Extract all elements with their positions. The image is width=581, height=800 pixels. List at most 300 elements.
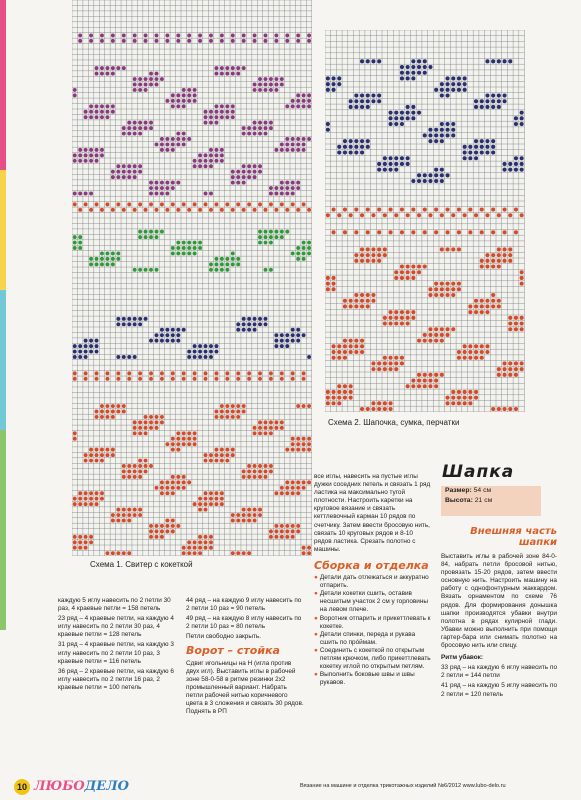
stitch-dot	[354, 293, 358, 297]
stitch-dot	[394, 156, 398, 160]
stitch-dot	[214, 72, 218, 76]
stitch-dot	[144, 459, 148, 463]
stitch-dot	[105, 453, 109, 457]
stitch-dot	[149, 77, 153, 81]
stitch-dot	[225, 415, 229, 419]
stitch-dot	[269, 192, 273, 196]
stitch-dot	[508, 316, 512, 320]
stitch-dot	[354, 350, 358, 354]
stitch-dot	[122, 175, 126, 179]
stitch-dot	[508, 361, 512, 365]
stitch-dot	[133, 164, 137, 168]
paragraph: каждую 5 иглу навесить по 2 петли 30 раз, 4 краевые петли = 158 петель	[58, 597, 171, 613]
stitch-dot	[280, 148, 284, 152]
stitch-dot	[434, 133, 438, 137]
stitch-dot	[474, 304, 478, 308]
stitch-dot	[171, 491, 175, 495]
stitch-dot	[144, 230, 148, 234]
stitch-dot	[138, 469, 142, 473]
stitch-dot	[296, 93, 300, 97]
stitch-dot	[193, 502, 197, 506]
stitch-dot	[225, 404, 229, 408]
stitch-dot	[209, 110, 213, 114]
stitch-dot	[127, 519, 131, 523]
stitch-dot	[247, 328, 251, 332]
stitch-dot	[491, 99, 495, 103]
stitch-dot	[491, 207, 495, 211]
stitch-dot	[182, 437, 186, 441]
stitch-dot	[220, 459, 224, 463]
bullet-icon: ●	[314, 590, 318, 598]
stitch-dot	[291, 437, 295, 441]
stitch-dot	[463, 344, 467, 348]
stitch-dot	[264, 132, 268, 136]
stitch-dot	[400, 264, 404, 268]
stitch-dot	[165, 99, 169, 103]
stitch-dot	[171, 529, 175, 533]
stitch-dot	[116, 508, 120, 512]
stitch-dot	[428, 65, 432, 69]
stitch-dot	[220, 491, 224, 495]
stitch-dot	[193, 442, 197, 446]
stitch-dot	[508, 162, 512, 166]
stitch-dot	[291, 529, 295, 533]
stitch-dot	[307, 99, 311, 103]
stitch-dot	[497, 373, 501, 377]
stitch-dot	[187, 540, 191, 544]
stitch-dot	[394, 116, 398, 120]
stitch-dot	[78, 159, 82, 163]
stitch-dot	[182, 99, 186, 103]
stitch-dot	[307, 448, 311, 452]
stitch-dot	[291, 535, 295, 539]
stitch-dot	[406, 156, 410, 160]
stitch-dot	[95, 491, 99, 495]
stitch-dot	[360, 99, 364, 103]
stitch-dot	[165, 333, 169, 337]
stitch-dot	[485, 304, 489, 308]
stitch-dot	[302, 99, 306, 103]
stitch-dot	[377, 253, 381, 257]
stitch-dot	[451, 390, 455, 394]
stitch-dot	[269, 426, 273, 430]
stitch-dot	[474, 99, 478, 103]
stitch-dot	[445, 401, 449, 405]
stitch-dot	[253, 132, 257, 136]
stitch-dot	[182, 142, 186, 146]
stitch-dot	[285, 181, 289, 185]
stitch-dot	[296, 442, 300, 446]
stitch-dot	[149, 235, 153, 239]
stitch-dot	[165, 181, 169, 185]
stitch-dot	[236, 322, 240, 326]
stitch-dot	[497, 247, 501, 251]
stitch-dot	[116, 322, 120, 326]
stitch-dot	[149, 121, 153, 125]
stitch-dot	[406, 162, 410, 166]
stitch-dot	[171, 137, 175, 141]
stitch-dot	[411, 316, 415, 320]
stitch-dot	[160, 142, 164, 146]
stitch-dot	[225, 104, 229, 108]
stitch-dot	[171, 377, 175, 381]
stitch-dot	[502, 247, 506, 251]
stitch-dot	[366, 105, 370, 109]
stitch-dot	[468, 396, 472, 400]
stitch-dot	[198, 497, 202, 501]
stitch-dot	[133, 426, 137, 430]
stitch-dot	[502, 230, 506, 234]
stitch-dot	[258, 170, 262, 174]
stitch-dot	[371, 99, 375, 103]
stitch-dot	[354, 145, 358, 149]
stitch-dot	[133, 88, 137, 92]
stitch-dot	[253, 170, 257, 174]
stitch-dot	[349, 145, 353, 149]
stitch-dot	[400, 76, 404, 80]
stitch-dot	[89, 148, 93, 152]
stitch-dot	[331, 356, 335, 360]
stitch-dot	[285, 33, 289, 37]
stitch-dot	[349, 150, 353, 154]
stitch-dot	[440, 82, 444, 86]
stitch-dot	[411, 310, 415, 314]
stitch-dot	[231, 415, 235, 419]
stitch-dot	[253, 39, 257, 43]
stitch-dot	[514, 122, 518, 126]
stitch-dot	[302, 377, 306, 381]
stitch-dot	[100, 39, 104, 43]
stitch-dot	[480, 207, 484, 211]
stitch-dot	[236, 513, 240, 517]
stitch-dot	[236, 404, 240, 408]
stitch-dot	[497, 93, 501, 97]
stitch-dot	[116, 377, 120, 381]
stitch-dot	[247, 508, 251, 512]
stitch-dot	[182, 431, 186, 435]
stitch-dot	[73, 377, 77, 381]
stitch-dot	[280, 420, 284, 424]
stitch-dot	[423, 71, 427, 75]
stitch-dot	[111, 170, 115, 174]
stitch-dot	[220, 502, 224, 506]
stitch-dot	[89, 39, 93, 43]
stitch-dot	[307, 404, 311, 408]
stitch-dot	[269, 235, 273, 239]
stitch-dot	[337, 401, 341, 405]
paragraph: все иглы, навесить на пустые иглы дужки соседних петель и связать 1 ряд ластика на максимально тугой плотности. Настроить каретки на круговое вязание и связать кеттлевочный карман 10 рядов по счетчику. Затем ввести бросовую нить, связать 10 круговых рядов и 8-10 рядов ластика. Срезать полотно с машины.	[314, 473, 431, 553]
stitch-dot	[122, 126, 126, 130]
stitch-dot	[73, 241, 77, 245]
stitch-dot	[445, 122, 449, 126]
stitch-dot	[307, 551, 311, 555]
stitch-dot	[149, 72, 153, 76]
stitch-dot	[383, 361, 387, 365]
stitch-dot	[198, 540, 202, 544]
stitch-dot	[84, 355, 88, 359]
stitch-dot	[468, 310, 472, 314]
stitch-dot	[296, 99, 300, 103]
stitch-dot	[520, 282, 524, 286]
stitch-dot	[377, 407, 381, 411]
stitch-dot	[105, 257, 109, 261]
stitch-dot	[463, 88, 467, 92]
stitch-dot	[400, 230, 404, 234]
stitch-dot	[468, 145, 472, 149]
stitch-dot	[264, 322, 268, 326]
stitch-dot	[242, 410, 246, 414]
stitch-dot	[187, 99, 191, 103]
paragraph: Выставить иглы в рабочей зоне 84-0-84, набрать петли бросовой нитью, провязать 15-20 рядов, затем ввести основную нить. Настроить машину на работу с однофонтурным жаккардом. Вязать орнаментом по схеме 76 рядов. Для формирования донышка шапки производятся убавки внутри полотна в рядах кулирной глади. Убавки можно выполнить при помощи гартер-бара или снимать полотно на бросовую нить или спицу.	[441, 553, 557, 650]
stitch-dot	[285, 333, 289, 337]
stitch-dot	[220, 453, 224, 457]
stitch-dot	[160, 333, 164, 337]
stitch-dot	[111, 513, 115, 517]
stitch-dot	[111, 66, 115, 70]
stitch-dot	[95, 415, 99, 419]
list-item: ● Соединить с кокеткой по открытым петлям крючком, либо прикеттлевать кокетку иглой по открытым петлям.	[314, 646, 431, 671]
stitch-dot	[209, 502, 213, 506]
stitch-dot	[291, 377, 295, 381]
stitch-dot	[214, 148, 218, 152]
stitch-dot	[280, 202, 284, 206]
stitch-dot	[171, 437, 175, 441]
stitch-dot	[209, 268, 213, 272]
stitch-dot	[247, 175, 251, 179]
stitch-dot	[343, 145, 347, 149]
stitch-dot	[138, 420, 142, 424]
stitch-dot	[204, 350, 208, 354]
stitch-dot	[326, 128, 330, 132]
stitch-dot	[155, 142, 159, 146]
stitch-dot	[463, 76, 467, 80]
stitch-dot	[242, 33, 246, 37]
stitch-dot	[95, 371, 99, 375]
stitch-dot	[307, 251, 311, 255]
stitch-dot	[198, 39, 202, 43]
stitch-dot	[508, 327, 512, 331]
stitch-dot	[302, 437, 306, 441]
stitch-dot	[78, 491, 82, 495]
stitch-dot	[417, 65, 421, 69]
stitch-dot	[428, 339, 432, 343]
stitch-dot	[122, 39, 126, 43]
stitch-dot	[84, 453, 88, 457]
stitch-dot	[269, 535, 273, 539]
stitch-dot	[176, 431, 180, 435]
stitch-dot	[520, 367, 524, 371]
bullet-icon: ●	[314, 671, 318, 679]
stitch-dot	[89, 104, 93, 108]
stitch-dot	[354, 339, 358, 343]
stitch-dot	[360, 339, 364, 343]
stitch-dot	[78, 33, 82, 37]
stitch-dot	[182, 93, 186, 97]
stitch-dot	[225, 66, 229, 70]
stitch-dot	[73, 344, 77, 348]
stitch-dot	[89, 497, 93, 501]
stitch-dot	[285, 142, 289, 146]
stitch-dot	[463, 350, 467, 354]
stitch-dot	[138, 230, 142, 234]
stitch-dot	[296, 328, 300, 332]
stitch-dot	[242, 513, 246, 517]
stitch-dot	[155, 77, 159, 81]
stitch-dot	[360, 253, 364, 257]
paragraph: 23 ряд – 4 краевые петли, на каждую 4 иглу навесить по 2 петли 30 раз, 4 краевые петли = 128 петель	[58, 615, 174, 639]
stitch-dot	[105, 104, 109, 108]
stitch-dot	[84, 110, 88, 114]
stitch-dot	[451, 327, 455, 331]
stitch-dot	[406, 116, 410, 120]
stitch-dot	[468, 350, 472, 354]
stitch-dot	[377, 367, 381, 371]
stitch-dot	[474, 350, 478, 354]
stitch-dot	[388, 361, 392, 365]
stitch-dot	[428, 133, 432, 137]
stitch-dot	[149, 426, 153, 430]
stitch-dot	[138, 459, 142, 463]
stitch-dot	[269, 420, 273, 424]
stitch-dot	[138, 426, 142, 430]
stitch-dot	[105, 371, 109, 375]
stitch-dot	[231, 104, 235, 108]
stitch-dot	[296, 437, 300, 441]
paragraph: 31 ряд – 4 краевые петли, на каждую 3 иглу навесить по 2 петли 10 раз, 3 краевые петли = 116 петель	[58, 641, 174, 665]
stitch-dot	[400, 316, 404, 320]
stitch-dot	[236, 519, 240, 523]
stitch-dot	[406, 76, 410, 80]
stitch-dot	[171, 202, 175, 206]
stitch-dot	[349, 344, 353, 348]
stitch-dot	[149, 339, 153, 343]
stitch-dot	[105, 448, 109, 452]
stitch-dot	[274, 208, 278, 212]
stitch-dot	[514, 207, 518, 211]
stitch-dot	[388, 111, 392, 115]
stitch-dot	[171, 475, 175, 479]
stitch-dot	[411, 207, 415, 211]
stitch-dot	[400, 156, 404, 160]
stitch-dot	[144, 208, 148, 212]
stitch-dot	[520, 168, 524, 172]
stitch-dot	[406, 111, 410, 115]
stitch-dot	[127, 377, 131, 381]
stitch-dot	[220, 410, 224, 414]
stitch-dot	[182, 137, 186, 141]
stitch-dot	[155, 192, 159, 196]
stitch-dot	[138, 77, 142, 81]
stitch-dot	[354, 93, 358, 97]
stitch-dot	[149, 181, 153, 185]
stitch-dot	[264, 88, 268, 92]
stitch-dot	[326, 287, 330, 291]
stitch-dot	[296, 486, 300, 490]
stitch-dot	[366, 145, 370, 149]
stitch-dot	[302, 104, 306, 108]
stitch-dot	[423, 59, 427, 63]
stitch-dot	[155, 420, 159, 424]
stitch-dot	[474, 299, 478, 303]
stitch-dot	[302, 486, 306, 490]
stitch-dot	[480, 105, 484, 109]
stitch-dot	[468, 344, 472, 348]
stitch-dot	[100, 453, 104, 457]
stitch-dot	[394, 356, 398, 360]
stitch-dot	[331, 82, 335, 86]
stitch-dot	[214, 448, 218, 452]
stitch-dot	[423, 384, 427, 388]
stitch-dot	[236, 202, 240, 206]
stitch-dot	[520, 327, 524, 331]
stitch-dot	[285, 344, 289, 348]
color-stripe-cyan	[0, 290, 6, 430]
stitch-dot	[155, 333, 159, 337]
stitch-dot	[165, 148, 169, 152]
stitch-dot	[176, 328, 180, 332]
stitch-dot	[253, 464, 257, 468]
stitch-dot	[242, 469, 246, 473]
stitch-dot	[138, 126, 142, 130]
stitch-dot	[231, 262, 235, 266]
stitch-dot	[388, 230, 392, 234]
stitch-dot	[411, 111, 415, 115]
stitch-dot	[366, 93, 370, 97]
stitch-dot	[258, 88, 262, 92]
stitch-dot	[209, 459, 213, 463]
stitch-dot	[73, 355, 77, 359]
stitch-dot	[247, 464, 251, 468]
stitch-dot	[264, 426, 268, 430]
stitch-dot	[160, 377, 164, 381]
stitch-dot	[502, 361, 506, 365]
stitch-dot	[100, 148, 104, 152]
stitch-dot	[242, 132, 246, 136]
stitch-dot	[428, 378, 432, 382]
stitch-dot	[160, 339, 164, 343]
stitch-dot	[155, 339, 159, 343]
stitch-dot	[274, 235, 278, 239]
stitch-dot	[326, 401, 330, 405]
stitch-dot	[445, 327, 449, 331]
stitch-dot	[165, 33, 169, 37]
stitch-dot	[100, 72, 104, 76]
stitch-dot	[214, 491, 218, 495]
stitch-dot	[291, 148, 295, 152]
stitch-dot	[253, 426, 257, 430]
stitch-dot	[84, 159, 88, 163]
stitch-dot	[111, 175, 115, 179]
stitch-dot	[176, 137, 180, 141]
stitch-dot	[302, 333, 306, 337]
stitch-dot	[307, 137, 311, 141]
stitch-dot	[84, 497, 88, 501]
stitch-dot	[171, 524, 175, 528]
stitch-dot	[133, 175, 137, 179]
stitch-dot	[445, 287, 449, 291]
stitch-dot	[155, 535, 159, 539]
stitch-dot	[176, 104, 180, 108]
stitch-dot	[160, 415, 164, 419]
stitch-dot	[247, 551, 251, 555]
stitch-dot	[100, 104, 104, 108]
stitch-dot	[144, 88, 148, 92]
stitch-dot	[95, 115, 99, 119]
stitch-dot	[258, 508, 262, 512]
stitch-dot	[274, 535, 278, 539]
stitch-dot	[122, 66, 126, 70]
stitch-dot	[89, 459, 93, 463]
